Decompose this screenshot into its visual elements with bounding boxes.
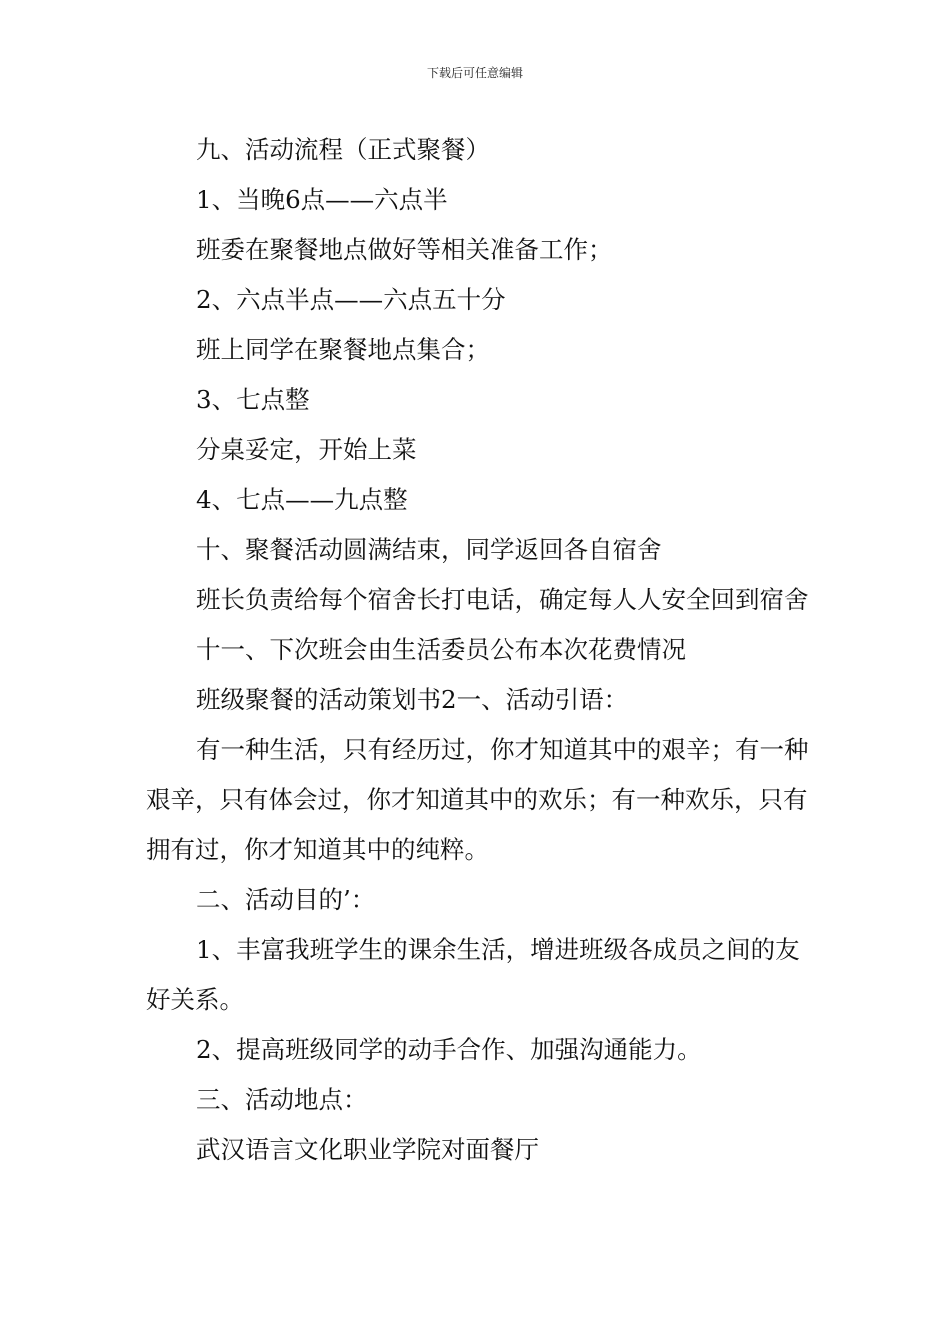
section-heading-9: 九、活动流程（正式聚餐） bbox=[196, 135, 490, 164]
paragraph: 班委在聚餐地点做好等相关准备工作； bbox=[196, 235, 613, 264]
section-heading-11: 十一、下次班会由生活委员公布本次花费情况 bbox=[196, 635, 686, 664]
paragraph: 班上同学在聚餐地点集合； bbox=[196, 335, 490, 364]
document-body bbox=[146, 125, 810, 1175]
page-header: 下载后可任意编辑 bbox=[426, 66, 523, 80]
list-item: 4、七点——九点整 bbox=[196, 485, 408, 514]
list-item: 3、七点整 bbox=[196, 385, 310, 414]
list-item: 2、提高班级同学的动手合作、加强沟通能力。 bbox=[196, 1035, 702, 1064]
list-item: 2、六点半点——六点五十分 bbox=[196, 285, 506, 314]
paragraph: 有一种生活，只有经历过，你才知道其中的艰辛；有一种艰辛，只有体会过，你才知道其中的欢乐；有一种欢乐，只有拥有过，你才知道其中的纯粹。 bbox=[146, 735, 809, 864]
section-heading-3: 三、活动地点： bbox=[196, 1085, 368, 1114]
paragraph: 分桌妥定，开始上菜 bbox=[196, 435, 417, 464]
list-item: 1、丰富我班学生的课余生活，增进班级各成员之间的友好关系。 bbox=[146, 935, 800, 1014]
section-heading-10: 十、聚餐活动圆满结束，同学返回各自宿舍 bbox=[196, 535, 662, 564]
section-heading-2: 二、活动目的’： bbox=[196, 885, 376, 914]
paragraph: 班长负责给每个宿舍长打电话，确定每人人安全回到宿舍 bbox=[196, 585, 809, 614]
plan-title: 班级聚餐的活动策划书2一、活动引语： bbox=[196, 685, 629, 714]
paragraph: 武汉语言文化职业学院对面餐厅 bbox=[196, 1135, 539, 1164]
list-item: 1、当晚6点——六点半 bbox=[196, 185, 448, 214]
